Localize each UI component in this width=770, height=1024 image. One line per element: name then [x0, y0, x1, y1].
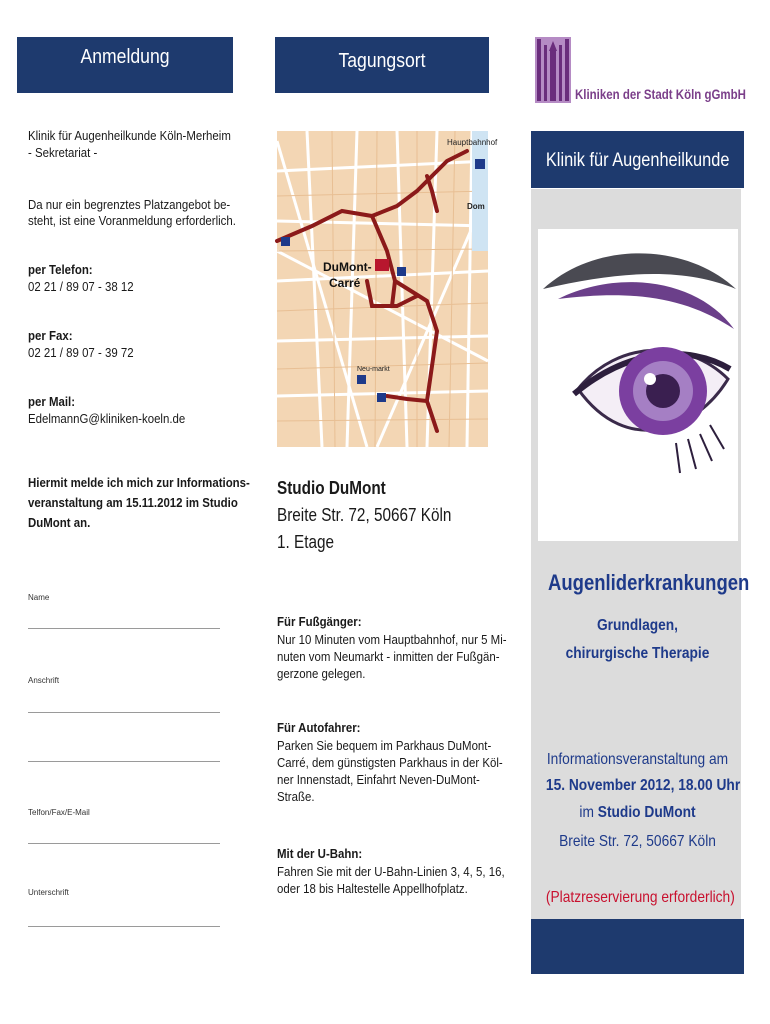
address-field-2[interactable] [28, 761, 220, 762]
phone-value: 02 21 / 89 07 - 38 12 [28, 279, 134, 294]
eye-icon [538, 229, 738, 541]
banner-klinik [531, 131, 744, 188]
subtitle-line2: chirurgische Therapie [565, 645, 710, 662]
address-line1: Klinik für Augenheilkunde Köln-Merheim [28, 128, 231, 143]
event-venue-line [546, 804, 729, 822]
phone-label: per Telefon: [28, 262, 93, 277]
fax-label: per Fax: [28, 328, 73, 343]
car-label: Für Autofahrer: [277, 720, 361, 735]
mail-value[interactable]: EdelmannG@kliniken-koeln.de [28, 411, 186, 426]
subtitle-line1: Grundlagen, [596, 617, 679, 634]
walk-line-2: nuten vom Neumarkt - inmitten der Fußgän- [277, 649, 500, 664]
eye-illustration [538, 229, 738, 541]
city-map-graphic [277, 131, 498, 447]
field-contact-label: Telfon/Fax/E-Mail [28, 808, 90, 817]
contact-field[interactable] [28, 843, 220, 844]
walk-line-3: gerzone gelegen. [277, 666, 366, 681]
signup-line3: DuMont an. [28, 515, 91, 530]
event-line1: Informationsveranstaltung am [546, 751, 729, 768]
signup-line1: Hiermit melde ich mich zur Informations- [28, 475, 250, 490]
field-address-label: Anschrift [28, 676, 60, 685]
fax-value: 02 21 / 89 07 - 39 72 [28, 345, 134, 360]
city-map [277, 131, 498, 447]
address-line2: - Sekretariat - [28, 145, 98, 160]
event-date: 15. November 2012, 18.00 Uhr [545, 777, 741, 794]
field-signature-label: Unterschrift [28, 888, 69, 897]
venue-address: Breite Str. 72, 50667 Köln [277, 505, 452, 525]
banner-klinik-text: Klinik für Augenheilkunde [545, 150, 730, 171]
notice-line2: steht, ist eine Voranmeldung erforderlich. [28, 213, 236, 228]
car-line-2: Carré, dem günstigsten Parkhaus in der Köl- [277, 755, 503, 770]
map-label-dom: Dom [467, 202, 485, 211]
reservation-note: (Platzreservierung erforderlich) [545, 889, 735, 906]
ubahn-line-2: oder 18 bis Haltestelle Appellhofplatz. [277, 881, 468, 896]
ubahn-label: Mit der U-Bahn: [277, 846, 363, 861]
car-line-4: Straße. [277, 789, 315, 804]
event-place: Studio DuMont [597, 804, 696, 821]
field-name-label: Name [28, 593, 50, 602]
clinic-logo [535, 37, 571, 103]
logo-mark-icon [535, 37, 571, 103]
map-label-neumarkt: Neu-markt [357, 366, 390, 373]
venue-floor: 1. Etage [277, 532, 335, 552]
header-anmeldung-text: Anmeldung [80, 46, 170, 68]
map-label-hbf: Hauptbahnhof [447, 138, 498, 147]
footer-bar [531, 919, 744, 974]
event-im: im [579, 804, 594, 821]
mail-label: per Mail: [28, 394, 76, 409]
address-field-1[interactable] [28, 712, 220, 713]
logo-text: Kliniken der Stadt Köln gGmbH [575, 86, 746, 102]
walk-label: Für Fußgänger: [277, 614, 362, 629]
map-label-dumont-1: DuMont- [323, 260, 372, 274]
header-tagungsort [275, 37, 489, 93]
ubahn-line-1: Fahren Sie mit der U-Bahn-Linien 3, 4, 5, 16, [277, 864, 505, 879]
header-anmeldung [17, 37, 233, 93]
name-field[interactable] [28, 628, 220, 629]
car-line-3: ner Innenstadt, Einfahrt Neven-DuMont- [277, 772, 480, 787]
signature-field[interactable] [28, 926, 220, 927]
header-tagungsort-text: Tagungsort [338, 50, 426, 72]
walk-line-1: Nur 10 Minuten vom Hauptbahnhof, nur 5 Mi- [277, 632, 507, 647]
map-label-dumont-2: Carré [329, 276, 361, 290]
venue-name: Studio DuMont [277, 478, 386, 498]
car-line-1: Parken Sie bequem im Parkhaus DuMont- [277, 738, 492, 753]
event-address: Breite Str. 72, 50667 Köln [559, 833, 716, 850]
notice-line1: Da nur ein begrenztes Platzangebot be- [28, 197, 231, 212]
event-title: Augenliderkrankungen [548, 570, 750, 595]
signup-line2: veranstaltung am 15.11.2012 im Studio [28, 495, 238, 510]
